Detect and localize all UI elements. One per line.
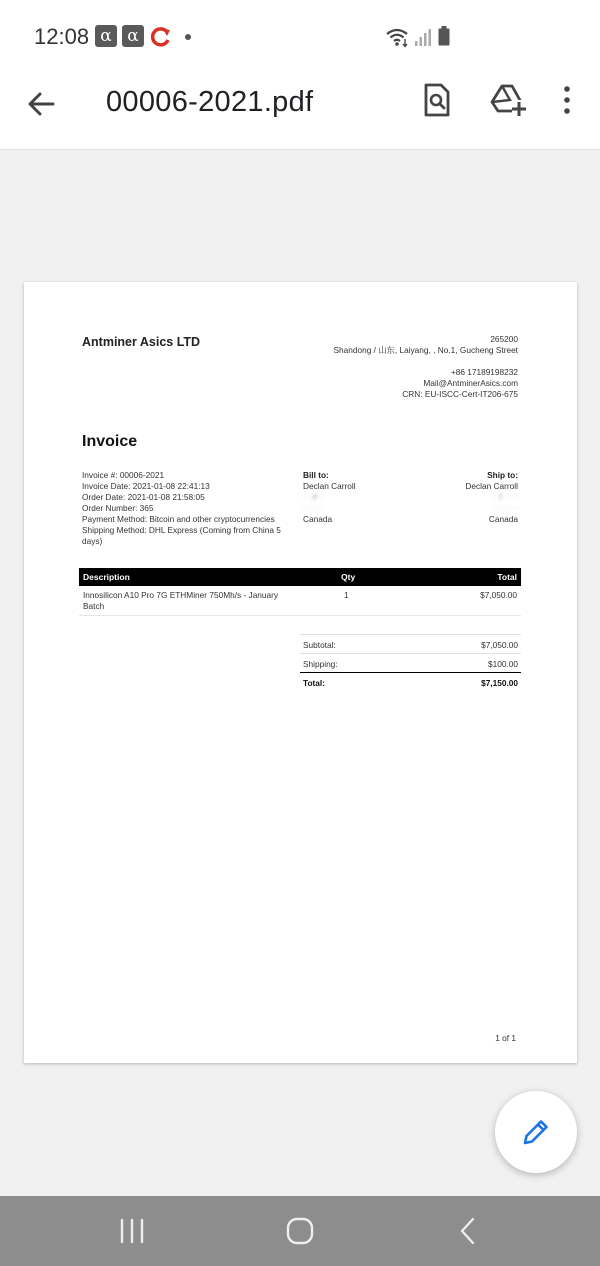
shipping-label: Shipping: — [303, 659, 338, 669]
app-notification-icon: α — [122, 25, 144, 47]
more-notifications-dot — [185, 34, 191, 40]
system-nav-bar — [0, 1196, 600, 1266]
home-icon[interactable] — [280, 1216, 320, 1246]
shipping-row — [300, 653, 521, 672]
cellular-signal-icon — [414, 27, 432, 47]
invoice-meta — [82, 470, 292, 547]
ship-to-country: Canada — [488, 514, 518, 524]
app-bar — [0, 72, 600, 150]
app-notification-icon: α — [95, 25, 117, 47]
table-row — [79, 586, 521, 616]
ship-to-name: Declan Carroll — [465, 481, 518, 491]
company-email: Mail@AntminerAsics.com — [423, 378, 518, 388]
company-postcode: 265200 — [490, 334, 518, 344]
bill-to-name: Declan Carroll — [303, 481, 356, 491]
company-address — [334, 334, 519, 400]
items-table-header — [79, 568, 521, 586]
ship-to-label: Ship to: — [487, 470, 518, 480]
order-number: Order Number: 365 — [82, 503, 154, 513]
payment-method: Payment Method: Bitcoin and other cryptocurrencies — [82, 514, 275, 524]
ship-to-address-redacted: · · · · · — [494, 503, 518, 513]
header-qty: Qty — [341, 572, 356, 582]
back-icon[interactable] — [448, 1216, 488, 1246]
subtotal-row — [300, 634, 521, 653]
bill-to-address-redacted: · · F · — [303, 492, 324, 502]
page-count: 1 of 1 — [495, 1033, 516, 1043]
pdf-page[interactable] — [24, 282, 577, 1063]
total-label: Total: — [303, 678, 325, 688]
invoice-date: Invoice Date: 2021-01-08 22:41:13 — [82, 481, 210, 491]
back-arrow-icon[interactable] — [22, 84, 62, 124]
header-description: Description — [83, 572, 130, 582]
recents-icon[interactable] — [112, 1216, 152, 1246]
bill-to-country: Canada — [303, 514, 333, 524]
order-date: Order Date: 2021-01-08 21:58:05 — [82, 492, 205, 502]
invoice-heading: Invoice — [82, 433, 138, 450]
ship-to-address-redacted: · 7 · · · — [493, 492, 518, 502]
item-total: $7,050.00 — [480, 590, 517, 600]
total-row — [300, 672, 521, 691]
totals-block — [300, 634, 521, 691]
total-value: $7,150.00 — [481, 678, 518, 688]
bill-to-address-redacted: · · · · — [303, 503, 321, 513]
file-title: 00006-2021.pdf — [106, 86, 314, 118]
company-crn: CRN: EU-ISCC-Cert-IT206-675 — [402, 389, 518, 399]
more-vert-icon[interactable] — [556, 82, 578, 118]
bill-to-label: Bill to: — [303, 470, 329, 480]
status-bar — [0, 0, 600, 72]
edit-pencil-icon — [521, 1117, 551, 1147]
shipping-value: $100.00 — [488, 659, 518, 669]
add-to-drive-icon[interactable] — [490, 82, 526, 118]
status-time: 12:08 — [34, 24, 90, 49]
shipping-method: Shipping Method: DHL Express (Coming from China 5 days) — [82, 525, 281, 546]
company-phone: +86 17189198232 — [450, 367, 518, 377]
edit-fab-button[interactable] — [495, 1091, 577, 1173]
subtotal-label: Subtotal: — [303, 640, 336, 650]
ship-to — [398, 470, 518, 525]
invoice-number: Invoice #: 00006-2021 — [82, 470, 165, 480]
item-qty: 1 — [344, 590, 349, 600]
company-name: Antminer Asics LTD — [82, 335, 201, 349]
sync-notification-icon — [150, 26, 172, 48]
subtotal-value: $7,050.00 — [481, 640, 518, 650]
item-description: Innosilicon A10 Pro 7G ETHMiner 750Mh/s - January Batch — [83, 590, 279, 611]
wifi-icon — [385, 26, 411, 48]
company-street: Shandong / 山东, Laiyang, , No.1, Gucheng Street — [333, 345, 518, 355]
search-document-icon[interactable] — [420, 82, 454, 118]
battery-icon — [438, 26, 450, 46]
header-total: Total — [497, 572, 517, 582]
